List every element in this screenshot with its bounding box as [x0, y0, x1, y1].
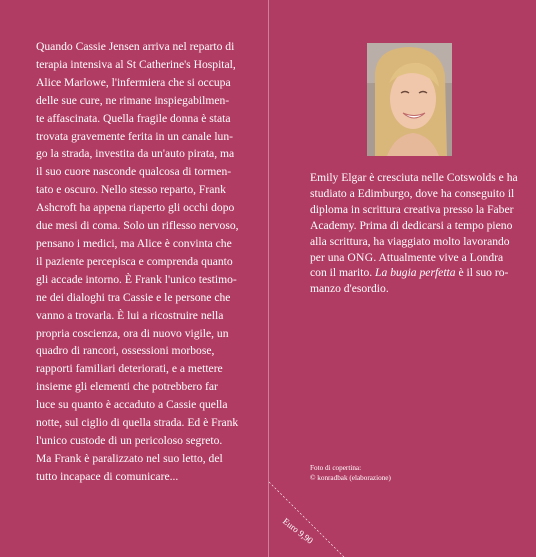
bio-part-3: è il suo ro- manzo d'esordio. — [310, 266, 509, 296]
photo-credit: Foto di copertina: © konradbak (elaborazione) — [310, 464, 391, 482]
bio-part-1: Emily Elgar è cresciuta nelle Cotswolds e ha studiato a Edimburgo, dove ha conseguito il diploma in scrittura creativa presso la Faber Academy. Prima di dedicarsi a tempo pieno alla scrittura, ha viaggiato molto lavorando per una — [310, 171, 518, 264]
bio-part-2: . Attualmente vive a Londra con il marito. — [310, 250, 504, 280]
bio-book-title: La bugia perfetta — [375, 266, 456, 280]
back-flap — [269, 0, 536, 557]
bio-ong: ONG — [347, 250, 374, 264]
synopsis-text: Quando Cassie Jensen arriva nel reparto di terapia intensiva al St Catherine's Hospital, Alice Marlowe, l'infermiera che si occupa delle sue cure, ne rimane inspiegabilmen- te affascinata. Quella fragile donna è stata trovata gravemente ferita in un canale lun- go la strada, investita da un'auto pirata, ma il suo cuore nasconde qualcosa di tormen- tato e oscuro. Nello stesso reparto, Frank Ashcroft ha appena riaperto gli occhi dopo due mesi di coma. Solo un riflesso nervoso, pensano i medici, ma Alice è convinta che il paziente percepisca e comprenda quanto gli accade intorno. È Frank l'unico testimo- ne dei dialoghi tra Cassie e le persone che vanno a trovarla. È lui a ricostruire nella propria coscienza, ora di nuovo vigile, un quadro di rancori, ossessioni morbose, rapporti familiari deteriorati, e a mettere insieme gli elementi che potrebbero far luce su quanto è accaduto a Cassie quella notte, sul ciglio di quella strada. Ed è Frank l'unico custode di un pericoloso segreto. Ma Frank è paralizzato nel suo letto, del tutto incapace di comunicare... — [36, 40, 239, 483]
diagonal-dashed-line — [269, 0, 536, 557]
price-label: Euro 9,90 — [280, 516, 315, 546]
